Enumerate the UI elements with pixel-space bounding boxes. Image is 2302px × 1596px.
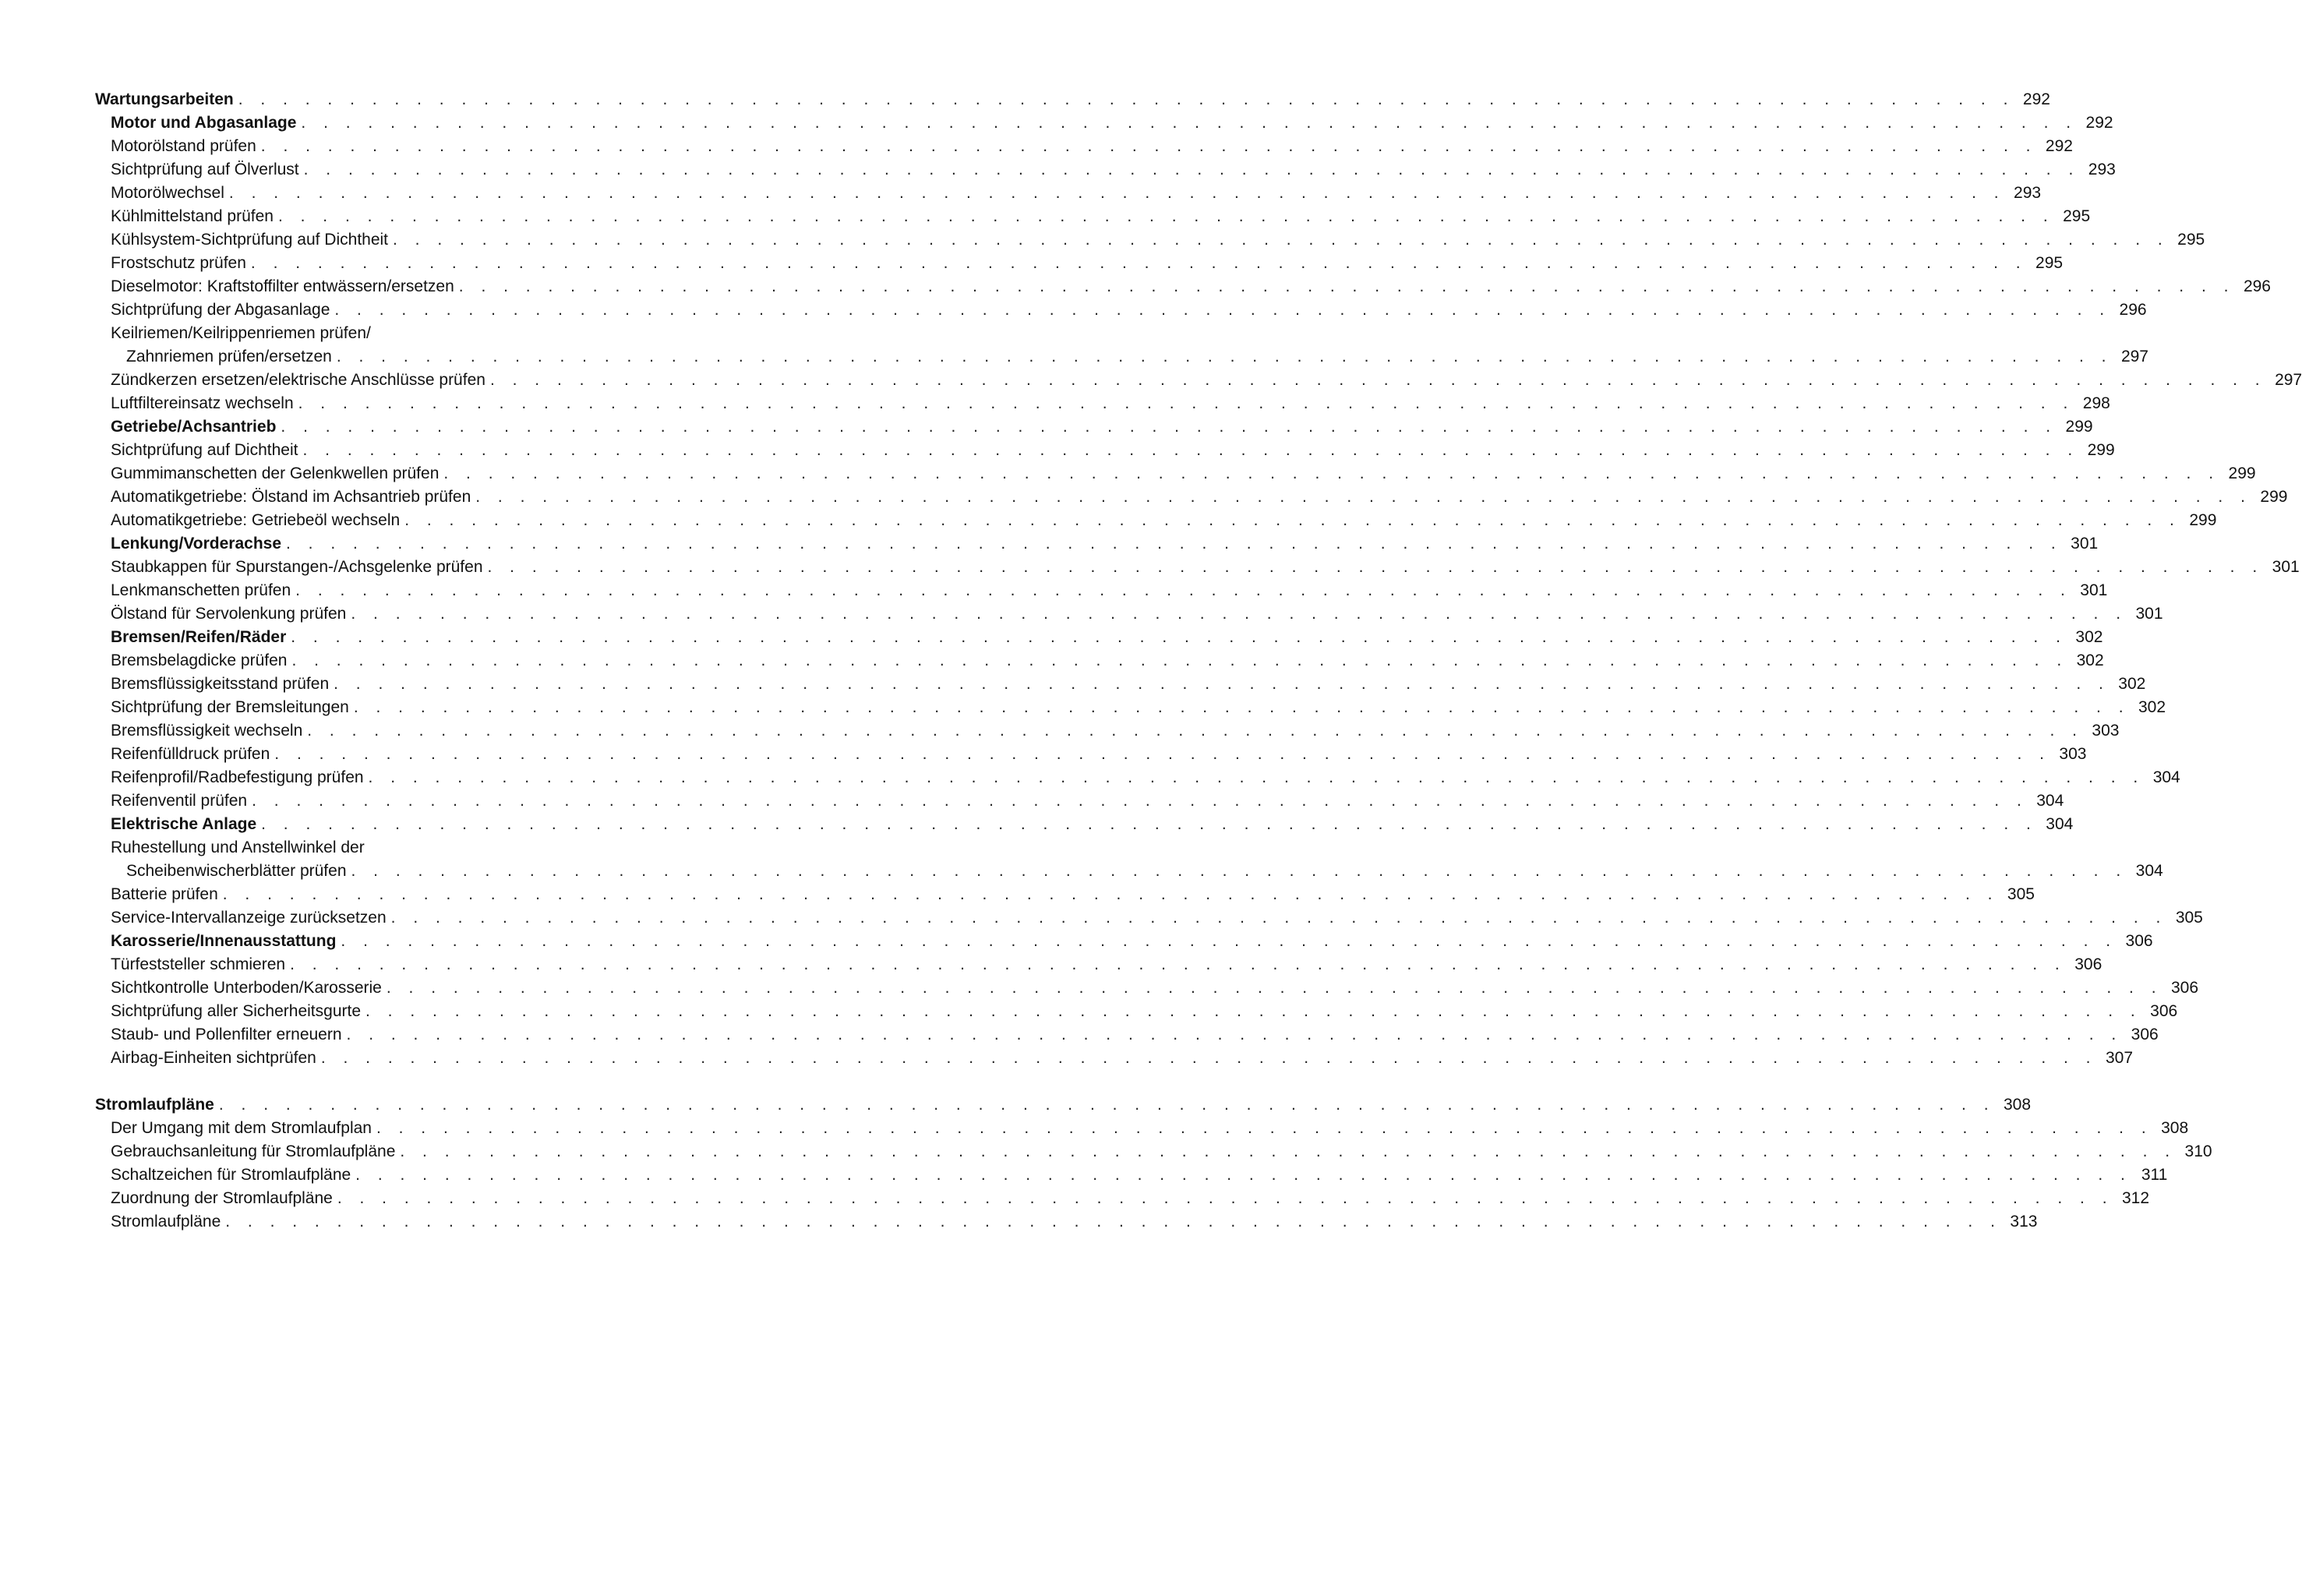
toc-page-number: 310 [2177, 1140, 2212, 1163]
dot-leader: . . . . . . . . . . . . . . . . . . . . . . . . . . . . . . . . . . . . . . . . . . . . . . . . . . . . . . . . . . . . . . . . . . . . . . . . . . . . . . . . [291, 651, 2068, 669]
toc-entry-title: Dieselmotor: Kraftstoffilter entwässern/ersetzen [111, 275, 459, 298]
dot-leader: . . . . . . . . . . . . . . . . . . . . . . . . . . . . . . . . . . . . . . . . . . . . . . . . . . . . . . . . . . . . . . . . . . . . . . . . . . . . . . . . [351, 605, 2127, 623]
toc-entry[interactable] [95, 158, 2116, 182]
toc-page-number: 306 [2141, 1000, 2177, 1023]
dot-leader: . . . . . . . . . . . . . . . . . . . . . . . . . . . . . . . . . . . . . . . . . . . . . . . . . . . . . . . . . . . . . . . . . . . . . . . . . . . . . . . . [295, 581, 2072, 599]
toc-entry-title: Zuordnung der Stromlaufpläne [111, 1187, 337, 1210]
toc-page-number: 299 [2057, 415, 2093, 439]
toc-page-number: 292 [2014, 88, 2050, 111]
toc-page-number: 306 [2163, 976, 2198, 1000]
toc-entry[interactable] [95, 182, 2042, 205]
toc-section[interactable] [95, 532, 2099, 556]
toc-entry[interactable] [95, 602, 2163, 626]
dot-leader: . . . . . . . . . . . . . . . . . . . . . . . . . . . . . . . . . . . . . . . . . . . . . . . . . . . . . . . . . . . . . . . . . . . . . . . . . . . . . . . . [228, 184, 2006, 202]
dot-leader: . . . . . . . . . . . . . . . . . . . . . . . . . . . . . . . . . . . . . . . . . . . . . . . . . . . . . . . . . . . . . . . . . . . . . . . . . . . . . . . . [365, 1002, 2142, 1020]
toc-entry-title: Staubkappen für Spurstangen-/Achsgelenke prüfen [111, 556, 488, 579]
toc-page-number: 292 [2037, 135, 2073, 158]
toc-page-number: 295 [2027, 252, 2063, 275]
toc-entry-title: Gummimanschetten der Gelenkwellen prüfen [111, 462, 443, 486]
dot-leader: . . . . . . . . . . . . . . . . . . . . . . . . . . . . . . . . . . . . . . . . . . . . . . . . . . . . . . . . . . . . . . . . . . . . . . . . . . . . . . . . [368, 768, 2145, 786]
toc-entry[interactable] [95, 883, 2035, 906]
toc-page-number: 307 [2097, 1047, 2133, 1070]
dot-leader: . . . . . . . . . . . . . . . . . . . . . . . . . . . . . . . . . . . . . . . . . . . . . . . . . . . . . . . . . . . . . . . . . . . . . . . . . . . . . . . . [250, 254, 2028, 272]
toc-section[interactable] [95, 626, 2103, 649]
toc-entry-title: Reifenventil prüfen [111, 789, 252, 813]
toc-entry-title: Airbag-Einheiten sichtprüfen [111, 1047, 321, 1070]
toc-entry-title: Schaltzeichen für Stromlaufpläne [111, 1163, 355, 1187]
toc-entry[interactable] [95, 509, 2217, 532]
dot-leader: . . . . . . . . . . . . . . . . . . . . . . . . . . . . . . . . . . . . . . . . . . . . . . . . . . . . . . . . . . . . . . . . . . . . . . . . . . . . . . . . [355, 1166, 2132, 1184]
toc-page-number: 295 [2169, 228, 2205, 252]
toc-entry[interactable] [95, 298, 2147, 322]
toc-entry-title: Zahnriemen prüfen/ersetzen [126, 345, 337, 369]
toc-entry[interactable] [95, 345, 2148, 369]
toc-page-number: 312 [2113, 1187, 2149, 1210]
toc-page-number: 302 [2067, 626, 2103, 649]
toc-entry-title: Motorölwechsel [111, 182, 229, 205]
toc-entry-title: Batterie prüfen [111, 883, 223, 906]
toc-entry[interactable] [95, 392, 2110, 415]
toc-entry[interactable] [95, 976, 2199, 1000]
toc-page-number: 304 [2028, 789, 2064, 813]
toc-entry[interactable] [95, 275, 2271, 298]
toc-page-number: 302 [2068, 649, 2104, 673]
toc-entry[interactable] [95, 579, 2108, 602]
toc-page-number: 301 [2127, 602, 2163, 626]
dot-leader: . . . . . . . . . . . . . . . . . . . . . . . . . . . . . . . . . . . . . . . . . . . . . . . . . . . . . . . . . . . . . . . . . . . . . . . . . . . . . . . . [238, 90, 2014, 108]
toc-page-number: 293 [2080, 158, 2116, 182]
dot-leader: . . . . . . . . . . . . . . . . . . . . . . . . . . . . . . . . . . . . . . . . . . . . . . . . . . . . . . . . . . . . . . . . . . . . . . . . . . . . . . . . [489, 371, 2267, 389]
toc-page-number: 295 [2054, 205, 2090, 228]
toc-entry-title: Bremsflüssigkeitsstand prüfen [111, 673, 334, 696]
dot-leader: . . . . . . . . . . . . . . . . . . . . . . . . . . . . . . . . . . . . . . . . . . . . . . . . . . . . . . . . . . . . . . . . . . . . . . . . . . . . . . . . [290, 955, 2067, 973]
table-of-contents [95, 88, 2302, 1234]
toc-page-number: 296 [2235, 275, 2271, 298]
toc-entry[interactable] [95, 322, 584, 345]
toc-entry-title: Lenkmanschetten prüfen [111, 579, 295, 602]
toc-entry-title: Luftfiltereinsatz wechseln [111, 392, 298, 415]
toc-page-number: 308 [2152, 1117, 2188, 1140]
toc-page-number: 304 [2145, 766, 2180, 789]
toc-entry-title: Der Umgang mit dem Stromlaufplan [111, 1117, 376, 1140]
toc-entry-title: Bremsen/Reifen/Räder [111, 626, 291, 649]
toc-chapter[interactable] [95, 1093, 2032, 1117]
toc-entry-title: Ruhestellung und Anstellwinkel der [111, 836, 369, 860]
toc-entry[interactable] [95, 1210, 2038, 1234]
toc-page-number: 298 [2074, 392, 2110, 415]
toc-entry[interactable] [95, 860, 2163, 883]
toc-section[interactable] [95, 415, 2093, 439]
toc-page-number: 292 [2078, 111, 2113, 135]
dot-leader: . . . . . . . . . . . . . . . . . . . . . . . . . . . . . . . . . . . . . . . . . . . . . . . . . . . . . . . . . . . . . . . . . . . . . . . . . . . . . . . . [334, 675, 2110, 693]
toc-page-number: 293 [2005, 182, 2041, 205]
toc-section[interactable] [95, 930, 2153, 953]
dot-leader: . . . . . . . . . . . . . . . . . . . . . . . . . . . . . . . . . . . . . . . . . . . . . . . . . . . . . . . . . . . . . . . . . . . . . . . . . . . . . . . . [320, 1049, 2098, 1067]
toc-page-number: 303 [2083, 719, 2119, 743]
toc-entry-title: Stromlaufpläne [111, 1210, 225, 1234]
toc-entry[interactable] [95, 836, 584, 860]
toc-entry-title: Reifenfülldruck prüfen [111, 743, 274, 766]
toc-entry-title: Bremsbelagdicke prüfen [111, 649, 291, 673]
toc-section[interactable] [95, 111, 2113, 135]
toc-page-number: 306 [2117, 930, 2153, 953]
toc-entry-title: Gebrauchsanleitung für Stromlaufpläne [111, 1140, 400, 1163]
toc-page-number: 296 [2111, 298, 2147, 322]
toc-entry[interactable] [95, 953, 2103, 976]
toc-page-number: 306 [2066, 953, 2102, 976]
toc-entry-title: Frostschutz prüfen [111, 252, 251, 275]
toc-entry-title: Getriebe/Achsantrieb [111, 415, 281, 439]
toc-entry-title: Ölstand für Servolenkung prüfen [111, 602, 351, 626]
dot-leader: . . . . . . . . . . . . . . . . . . . . . . . . . . . . . . . . . . . . . . . . . . . . . . . . . . . . . . . . . . . . . . . . . . . . . . . . . . . . . . . . [225, 1213, 2002, 1231]
dot-leader: . . . . . . . . . . . . . . . . . . . . . . . . . . . . . . . . . . . . . . . . . . . . . . . . . . . . . . . . . . . . . . . . . . . . . . . . . . . . . . . . [277, 207, 2055, 225]
toc-entry[interactable] [95, 439, 2115, 462]
toc-page-number: 299 [2220, 462, 2256, 486]
toc-page-number: 308 [1995, 1093, 2031, 1117]
toc-entry-title: Sichtprüfung auf Ölverlust [111, 158, 304, 182]
dot-leader: . . . . . . . . . . . . . . . . . . . . . . . . . . . . . . . . . . . . . . . . . . . . . . . . . . . . . . . . . . . . . . . . . . . . . . . . . . . . . . . . [386, 979, 2163, 997]
dot-leader: . . . . . . . . . . . . . . . . . . . . . . . . . . . . . . . . . . . . . . . . . . . . . . . . . . . . . . . . . . . . . . . . . . . . . . . . . . . . . . . . [307, 722, 2084, 740]
toc-entry-title: Zündkerzen ersetzen/elektrische Anschlüsse prüfen [111, 369, 490, 392]
toc-entry-title: Motorölstand prüfen [111, 135, 261, 158]
dot-leader: . . . . . . . . . . . . . . . . . . . . . . . . . . . . . . . . . . . . . . . . . . . . . . . . . . . . . . . . . . . . . . . . . . . . . . . . . . . . . . . . [458, 277, 2235, 295]
dot-leader: . . . . . . . . . . . . . . . . . . . . . . . . . . . . . . . . . . . . . . . . . . . . . . . . . . . . . . . . . . . . . . . . . . . . . . . . . . . . . . . . [346, 1026, 2123, 1043]
toc-entry-title: Lenkung/Vorderachse [111, 532, 286, 556]
toc-entry[interactable] [95, 252, 2064, 275]
toc-page-number: 299 [2180, 509, 2216, 532]
toc-page-number: 305 [2167, 906, 2203, 930]
dot-leader: . . . . . . . . . . . . . . . . . . . . . . . . . . . . . . . . . . . . . . . . . . . . . . . . . . . . . . . . . . . . . . . . . . . . . . . . . . . . . . . . [443, 464, 2220, 482]
dot-leader: . . . . . . . . . . . . . . . . . . . . . . . . . . . . . . . . . . . . . . . . . . . . . . . . . . . . . . . . . . . . . . . . . . . . . . . . . . . . . . . . [487, 558, 2264, 576]
toc-entry-title: Sichtkontrolle Unterboden/Karosserie [111, 976, 387, 1000]
toc-entry-title: Elektrische Anlage [111, 813, 261, 836]
dot-leader: . . . . . . . . . . . . . . . . . . . . . . . . . . . . . . . . . . . . . . . . . . . . . . . . . . . . . . . . . . . . . . . . . . . . . . . . . . . . . . . . [222, 885, 1999, 903]
toc-entry[interactable] [95, 673, 2146, 696]
toc-page-number: 297 [2113, 345, 2148, 369]
toc-entry[interactable] [95, 743, 2087, 766]
toc-page-number: 301 [2062, 532, 2098, 556]
dot-leader: . . . . . . . . . . . . . . . . . . . . . . . . . . . . . . . . . . . . . . . . . . . . . . . . . . . . . . . . . . . . . . . . . . . . . . . . . . . . . . . . [252, 792, 2028, 810]
toc-entry[interactable] [95, 462, 2256, 486]
toc-entry-title: Wartungsarbeiten [95, 88, 238, 111]
toc-entry-title: Reifenprofil/Radbefestigung prüfen [111, 766, 369, 789]
dot-leader: . . . . . . . . . . . . . . . . . . . . . . . . . . . . . . . . . . . . . . . . . . . . . . . . . . . . . . . . . . . . . . . . . . . . . . . . . . . . . . . . [400, 1142, 2177, 1160]
dot-leader: . . . . . . . . . . . . . . . . . . . . . . . . . . . . . . . . . . . . . . . . . . . . . . . . . . . . . . . . . . . . . . . . . . . . . . . . . . . . . . . . [376, 1119, 2153, 1137]
toc-page-number: 301 [2071, 579, 2107, 602]
toc-entry-title: Keilriemen/Keilrippenriemen prüfen/ [111, 322, 376, 345]
toc-entry[interactable] [95, 1000, 2178, 1023]
dot-leader: . . . . . . . . . . . . . . . . . . . . . . . . . . . . . . . . . . . . . . . . . . . . . . . . . . . . . . . . . . . . . . . . . . . . . . . . . . . . . . . . [302, 441, 2079, 459]
toc-entry[interactable] [95, 135, 2073, 158]
toc-entry-title: Staub- und Pollenfilter erneuern [111, 1023, 347, 1047]
dot-leader: . . . . . . . . . . . . . . . . . . . . . . . . . . . . . . . . . . . . . . . . . . . . . . . . . . . . . . . . . . . . . . . . . . . . . . . . . . . . . . . . [353, 698, 2131, 716]
toc-page-number: 313 [2001, 1210, 2037, 1234]
toc-entry-title: Türfeststeller schmieren [111, 953, 290, 976]
toc-entry-title: Sichtprüfung der Bremsleitungen [111, 696, 354, 719]
toc-entry[interactable] [95, 649, 2104, 673]
dot-leader: . . . . . . . . . . . . . . . . . . . . . . . . . . . . . . . . . . . . . . . . . . . . . . . . . . . . . . . . . . . . . . . . . . . . . . . . . . . . . . . . [274, 745, 2051, 763]
toc-entry[interactable] [95, 1163, 2168, 1187]
toc-entry-title: Automatikgetriebe: Getriebeöl wechseln [111, 509, 404, 532]
toc-entry-title: Kühlmittelstand prüfen [111, 205, 278, 228]
toc-entry[interactable] [95, 556, 2300, 579]
toc-entry-title: Bremsflüssigkeit wechseln [111, 719, 307, 743]
dot-leader: . . . . . . . . . . . . . . . . . . . . . . . . . . . . . . . . . . . . . . . . . . . . . . . . . . . . . . . . . . . . . . . . . . . . . . . . . . . . . . . . [337, 1189, 2114, 1207]
toc-page-number: 302 [2130, 696, 2166, 719]
toc-entry[interactable] [95, 789, 2064, 813]
toc-entry[interactable] [95, 1140, 2212, 1163]
dot-leader: . . . . . . . . . . . . . . . . . . . . . . . . . . . . . . . . . . . . . . . . . . . . . . . . . . . . . . . . . . . . . . . . . . . . . . . . . . . . . . . . [261, 815, 2038, 833]
dot-leader: . . . . . . . . . . . . . . . . . . . . . . . . . . . . . . . . . . . . . . . . . . . . . . . . . . . . . . . . . . . . . . . . . . . . . . . . . . . . . . . . [341, 932, 2117, 950]
toc-chapter[interactable] [95, 88, 2050, 111]
toc-entry[interactable] [95, 766, 2180, 789]
section-gap [95, 1070, 584, 1093]
toc-entry[interactable] [95, 1117, 2189, 1140]
toc-entry-title: Scheibenwischerblätter prüfen [126, 860, 351, 883]
toc-entry[interactable] [95, 228, 2205, 252]
toc-entry-title: Kühlsystem-Sichtprüfung auf Dichtheit [111, 228, 393, 252]
dot-leader: . . . . . . . . . . . . . . . . . . . . . . . . . . . . . . . . . . . . . . . . . . . . . . . . . . . . . . . . . . . . . . . . . . . . . . . . . . . . . . . . [286, 535, 2063, 553]
toc-entry[interactable] [95, 1047, 2134, 1070]
toc-entry[interactable] [95, 696, 2166, 719]
toc-entry[interactable] [95, 486, 2288, 509]
dot-leader: . . . . . . . . . . . . . . . . . . . . . . . . . . . . . . . . . . . . . . . . . . . . . . . . . . . . . . . . . . . . . . . . . . . . . . . . . . . . . . . . [298, 394, 2074, 412]
toc-page-number: 304 [2037, 813, 2073, 836]
toc-page-number: 306 [2123, 1023, 2159, 1047]
toc-entry[interactable] [95, 906, 2203, 930]
toc-entry-title: Stromlaufpläne [95, 1093, 219, 1117]
toc-entry-title: Sichtprüfung der Abgasanlage [111, 298, 334, 322]
toc-page-number: 299 [2251, 486, 2287, 509]
toc-entry[interactable] [95, 1023, 2159, 1047]
dot-leader: . . . . . . . . . . . . . . . . . . . . . . . . . . . . . . . . . . . . . . . . . . . . . . . . . . . . . . . . . . . . . . . . . . . . . . . . . . . . . . . . [260, 137, 2037, 155]
dot-leader: . . . . . . . . . . . . . . . . . . . . . . . . . . . . . . . . . . . . . . . . . . . . . . . . . . . . . . . . . . . . . . . . . . . . . . . . . . . . . . . . [301, 114, 2078, 132]
toc-page-number: 299 [2079, 439, 2115, 462]
toc-page-number: 301 [2264, 556, 2300, 579]
dot-leader: . . . . . . . . . . . . . . . . . . . . . . . . . . . . . . . . . . . . . . . . . . . . . . . . . . . . . . . . . . . . . . . . . . . . . . . . . . . . . . . . [291, 628, 2067, 646]
toc-page-number: 311 [2131, 1163, 2167, 1187]
dot-leader: . . . . . . . . . . . . . . . . . . . . . . . . . . . . . . . . . . . . . . . . . . . . . . . . . . . . . . . . . . . . . . . . . . . . . . . . . . . . . . . . [336, 348, 2113, 365]
dot-leader: . . . . . . . . . . . . . . . . . . . . . . . . . . . . . . . . . . . . . . . . . . . . . . . . . . . . . . . . . . . . . . . . . . . . . . . . . . . . . . . . [334, 301, 2111, 319]
dot-leader: . . . . . . . . . . . . . . . . . . . . . . . . . . . . . . . . . . . . . . . . . . . . . . . . . . . . . . . . . . . . . . . . . . . . . . . . . . . . . . . . [475, 488, 2252, 506]
toc-page-number: 305 [1999, 883, 2035, 906]
toc-page-number: 304 [2127, 860, 2163, 883]
toc-entry[interactable] [95, 369, 2302, 392]
toc-page-number: 297 [2266, 369, 2302, 392]
toc-section[interactable] [95, 813, 2074, 836]
toc-entry-title: Sichtprüfung auf Dichtheit [111, 439, 302, 462]
toc-entry-title: Automatikgetriebe: Ölstand im Achsantrieb prüfen [111, 486, 475, 509]
toc-entry[interactable] [95, 1187, 2150, 1210]
toc-page-number: 302 [2110, 673, 2145, 696]
dot-leader: . . . . . . . . . . . . . . . . . . . . . . . . . . . . . . . . . . . . . . . . . . . . . . . . . . . . . . . . . . . . . . . . . . . . . . . . . . . . . . . . [393, 231, 2170, 249]
toc-entry-title: Service-Intervallanzeige zurücksetzen [111, 906, 391, 930]
dot-leader: . . . . . . . . . . . . . . . . . . . . . . . . . . . . . . . . . . . . . . . . . . . . . . . . . . . . . . . . . . . . . . . . . . . . . . . . . . . . . . . . [390, 909, 2167, 927]
toc-entry-title: Sichtprüfung aller Sicherheitsgurte [111, 1000, 365, 1023]
dot-leader: . . . . . . . . . . . . . . . . . . . . . . . . . . . . . . . . . . . . . . . . . . . . . . . . . . . . . . . . . . . . . . . . . . . . . . . . . . . . . . . . [303, 161, 2080, 178]
toc-page-number: 303 [2050, 743, 2086, 766]
dot-leader: . . . . . . . . . . . . . . . . . . . . . . . . . . . . . . . . . . . . . . . . . . . . . . . . . . . . . . . . . . . . . . . . . . . . . . . . . . . . . . . . [404, 511, 2181, 529]
toc-entry[interactable] [95, 205, 2091, 228]
toc-entry-title: Karosserie/Innenausstattung [111, 930, 341, 953]
toc-entry[interactable] [95, 719, 2120, 743]
dot-leader: . . . . . . . . . . . . . . . . . . . . . . . . . . . . . . . . . . . . . . . . . . . . . . . . . . . . . . . . . . . . . . . . . . . . . . . . . . . . . . . . [351, 862, 2127, 880]
dot-leader: . . . . . . . . . . . . . . . . . . . . . . . . . . . . . . . . . . . . . . . . . . . . . . . . . . . . . . . . . . . . . . . . . . . . . . . . . . . . . . . . [218, 1096, 1996, 1114]
dot-leader: . . . . . . . . . . . . . . . . . . . . . . . . . . . . . . . . . . . . . . . . . . . . . . . . . . . . . . . . . . . . . . . . . . . . . . . . . . . . . . . . [281, 418, 2057, 436]
toc-entry-title: Motor und Abgasanlage [111, 111, 301, 135]
